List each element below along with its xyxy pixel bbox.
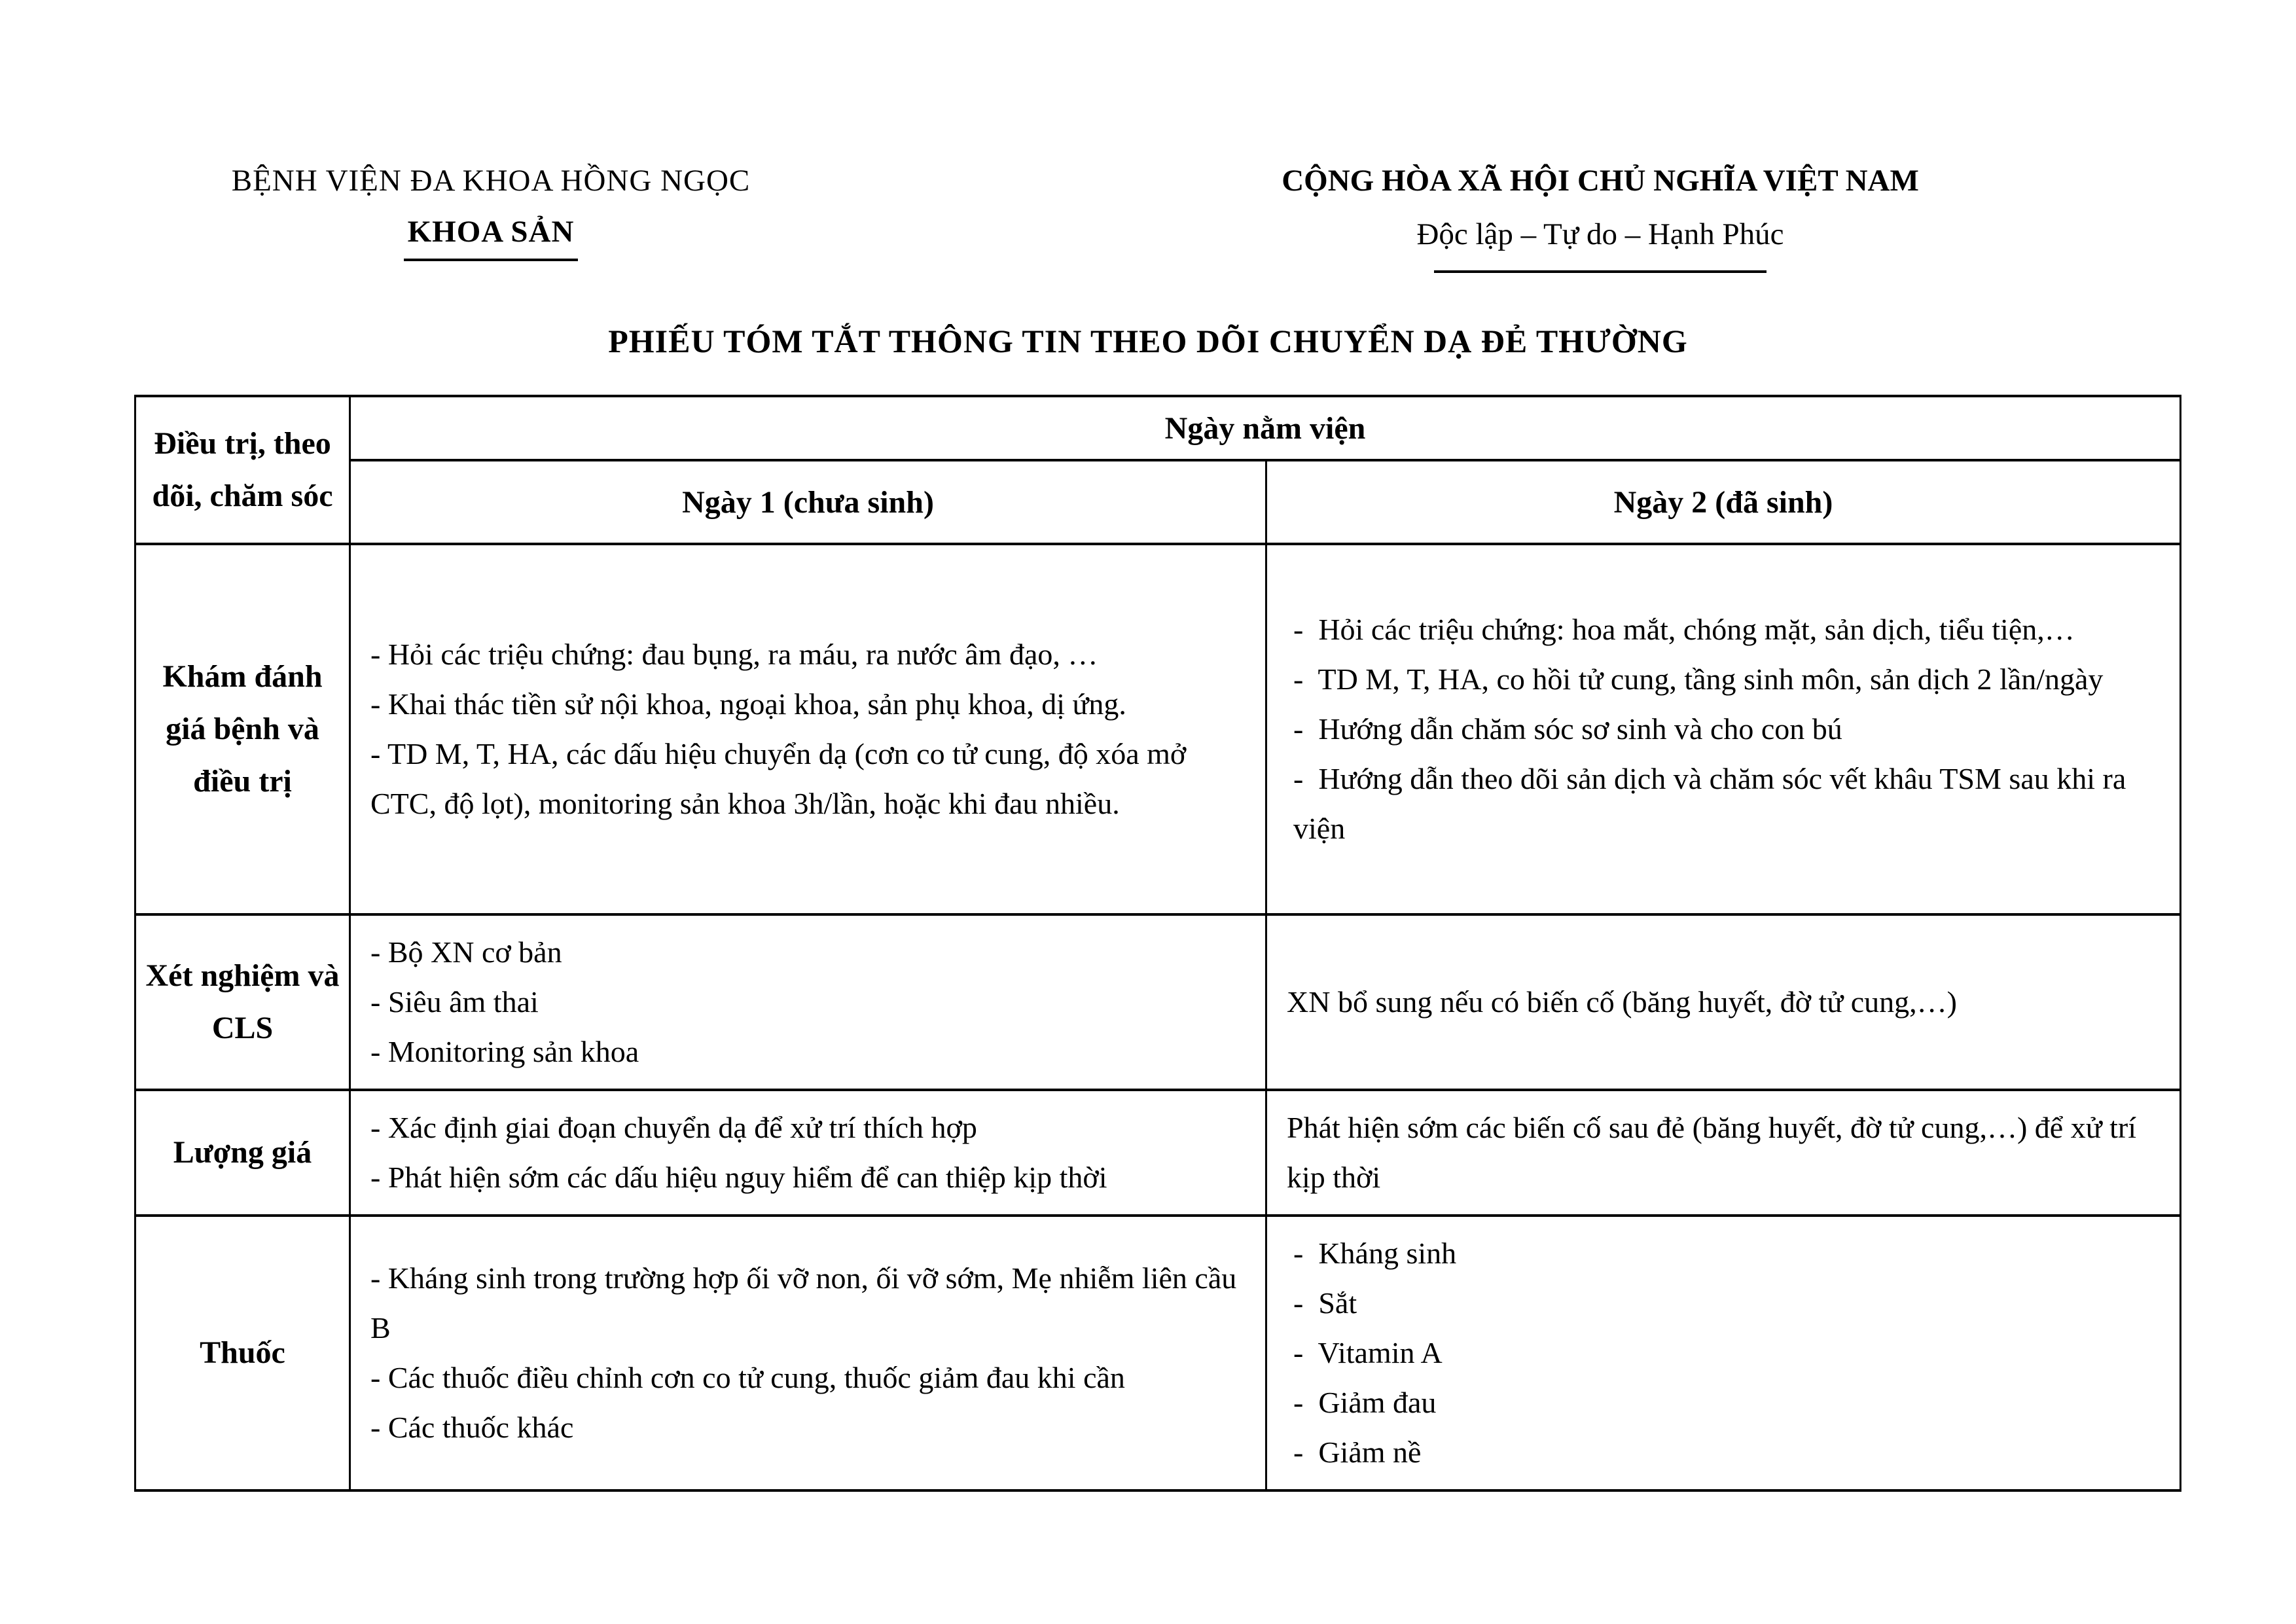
table-row-medication xyxy=(135,1216,2181,1490)
row-assessment-day1-cell xyxy=(350,1090,1266,1216)
list-item: - Giảm đau xyxy=(1293,1386,1437,1419)
table-row-tests xyxy=(135,914,2181,1090)
department-name-row xyxy=(177,214,805,261)
hospital-header-block xyxy=(177,160,805,261)
row-assessment-label: Lượng giá xyxy=(135,1090,350,1216)
document-title: PHIẾU TÓM TẮT THÔNG TIN THEO DÕI CHUYỂN DẠ ĐẺ THƯỜNG xyxy=(608,323,1688,359)
list-item: - Hỏi các triệu chứng: hoa mắt, chóng mặt, sản dịch, tiểu tiện,… xyxy=(1293,613,2075,646)
row-exam-label: Khám đánh giá bệnh và điều trị xyxy=(135,544,350,914)
list-item: - Các thuốc khác xyxy=(370,1411,574,1444)
list-item: - Hỏi các triệu chứng: đau bụng, ra máu, ra nước âm đạo, … xyxy=(370,638,1098,671)
row-tests-label: Xét nghiệm và CLS xyxy=(135,914,350,1090)
country-title: CỘNG HÒA XÃ HỘI CHỦ NGHĨA VIỆT NAM xyxy=(1282,164,1919,198)
hospital-name: BỆNH VIỆN ĐA KHOA HỒNG NGỌC xyxy=(231,164,751,198)
list-item: - Xác định giai đoạn chuyển dạ để xử trí thích hợp xyxy=(370,1111,977,1144)
list-item: - Phát hiện sớm các dấu hiệu nguy hiểm để can thiệp kịp thời xyxy=(370,1161,1107,1194)
group-header-cell: Ngày nằm viện xyxy=(350,396,2181,460)
row-tests-day2-cell xyxy=(1266,914,2181,1090)
row-medication-day1-cell xyxy=(350,1216,1266,1490)
row-medication-day2-cell xyxy=(1266,1216,2181,1490)
day1-column-header: Ngày 1 (chưa sinh) xyxy=(350,460,1266,544)
list-item: XN bổ sung nếu có biến cố (băng huyết, đờ tử cung,…) xyxy=(1287,985,1957,1019)
list-item: - TD M, T, HA, các dấu hiệu chuyển dạ (cơn co tử cung, độ xóa mở CTC, độ lọt), monitoring sản khoa 3h/lần, hoặc khi đau nhiều. xyxy=(370,737,1194,820)
list-item: Phát hiện sớm các biến cố sau đẻ (băng huyết, đờ tử cung,…) để xử trí kịp thời xyxy=(1287,1111,2144,1194)
row-medication-label: Thuốc xyxy=(135,1216,350,1490)
department-name: KHOA SẢN xyxy=(404,214,579,261)
list-item: - Sắt xyxy=(1293,1286,1357,1320)
row-exam-day2-cell xyxy=(1266,544,2181,914)
care-summary-table xyxy=(134,395,2181,1492)
list-item: - Hướng dẫn theo dõi sản dịch và chăm sóc vết khâu TSM sau khi ra viện xyxy=(1293,762,2134,845)
list-item: - Bộ XN cơ bản xyxy=(370,935,562,969)
national-motto: Độc lập – Tự do – Hạnh Phúc xyxy=(1416,217,1784,251)
table-row-assessment xyxy=(135,1090,2181,1216)
table-row-exam xyxy=(135,544,2181,914)
list-item: - TD M, T, HA, co hồi tử cung, tầng sinh môn, sản dịch 2 lần/ngày xyxy=(1293,662,2104,696)
list-item: - Kháng sinh xyxy=(1293,1236,1457,1270)
list-item: - Siêu âm thai xyxy=(370,985,539,1019)
table-header-row-group xyxy=(135,396,2181,460)
list-item: - Khai thác tiền sử nội khoa, ngoại khoa, sản phụ khoa, dị ứng. xyxy=(370,687,1126,721)
list-item: - Các thuốc điều chỉnh cơn co tử cung, thuốc giảm đau khi cần xyxy=(370,1361,1125,1394)
list-item: - Kháng sinh trong trường hợp ối vỡ non, ối vỡ sớm, Mẹ nhiễm liên cầu B xyxy=(370,1261,1244,1344)
list-item: - Giảm nề xyxy=(1293,1435,1422,1469)
corner-header-cell: Điều trị, theo dõi, chăm sóc xyxy=(135,396,350,544)
list-item: - Vitamin A xyxy=(1293,1336,1443,1369)
day2-column-header: Ngày 2 (đã sinh) xyxy=(1266,460,2181,544)
list-item: - Monitoring sản khoa xyxy=(370,1035,639,1068)
row-assessment-day2-cell xyxy=(1266,1090,2181,1216)
list-item: - Hướng dẫn chăm sóc sơ sinh và cho con bú xyxy=(1293,712,1842,746)
motto-underline xyxy=(1434,270,1767,273)
table-header-row-days xyxy=(135,460,2181,544)
row-exam-day1-cell xyxy=(350,544,1266,914)
national-header-block xyxy=(1204,160,1996,273)
row-tests-day1-cell xyxy=(350,914,1266,1090)
